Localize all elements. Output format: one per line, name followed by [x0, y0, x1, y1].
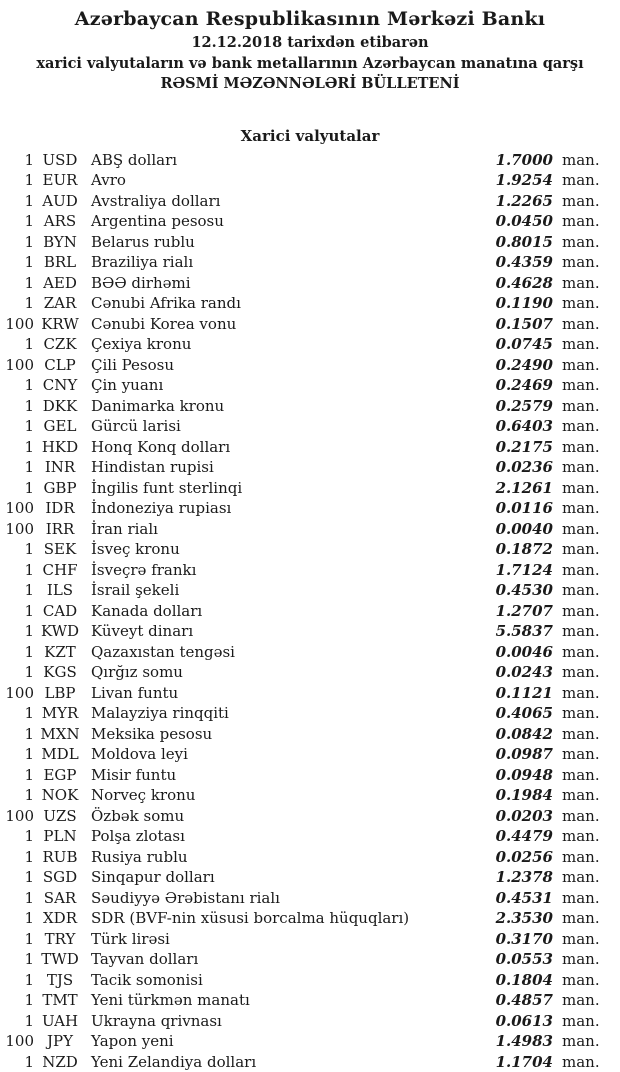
currency-name: Çexiya kronu	[91, 335, 192, 353]
rate-quantity: 1	[24, 950, 34, 968]
rate-row	[0, 990, 620, 1011]
rate-unit-label: man.	[562, 171, 600, 189]
currency-name: Özbək somu	[91, 806, 185, 825]
currency-code: ARS	[43, 212, 77, 230]
rate-quantity: 1	[24, 888, 34, 907]
rate-unit-label: man.	[562, 294, 600, 312]
rate-quantity: 1	[24, 232, 34, 251]
currency-code: SEK	[43, 540, 77, 558]
currency-code: TJS	[46, 970, 74, 989]
rate-unit-label: man.	[562, 376, 600, 394]
currency-code: CZK	[43, 335, 77, 353]
currency-name: Cənubi Afrika randı	[91, 294, 241, 312]
currency-name: İsrail şekeli	[91, 581, 180, 599]
rate-quantity: 1	[24, 970, 34, 989]
rate-row	[0, 191, 620, 212]
rate-quantity: 1	[24, 191, 34, 210]
rate-value: 0.1190	[495, 294, 553, 312]
rate-row	[0, 457, 620, 478]
rate-value: 0.4359	[495, 253, 553, 271]
currency-name: Türk lirəsi	[91, 929, 170, 948]
rate-quantity: 1	[24, 212, 34, 230]
rate-unit-label: man.	[562, 273, 600, 292]
currency-name: Küveyt dinarı	[91, 622, 194, 640]
rate-row	[0, 355, 620, 376]
currency-code: CNY	[42, 376, 78, 394]
currency-code: KWD	[40, 622, 80, 640]
rate-row	[0, 273, 620, 294]
currency-name: Yapon yeni	[91, 1032, 174, 1050]
rate-unit-label: man.	[562, 765, 600, 784]
rate-unit-label: man.	[562, 929, 600, 948]
rate-value: 0.4857	[495, 991, 553, 1009]
rate-quantity: 1	[24, 335, 34, 353]
currency-code: KZT	[44, 642, 76, 661]
effective-date-line: 12.12.2018 tarixdən etibarən	[191, 34, 429, 51]
currency-code: IRR	[45, 519, 75, 538]
rate-unit-label: man.	[562, 335, 600, 353]
currency-name: Misir funtu	[91, 765, 177, 784]
rate-quantity: 1	[24, 704, 34, 722]
rate-row	[0, 498, 620, 519]
rate-unit-label: man.	[562, 786, 600, 804]
rate-value: 1.7000	[495, 150, 553, 169]
currency-code: MDL	[41, 745, 79, 763]
rate-unit-label: man.	[562, 540, 600, 558]
rate-row	[0, 560, 620, 581]
rate-row	[0, 765, 620, 786]
currency-code: IDR	[45, 499, 75, 517]
currency-code: AUD	[42, 191, 78, 210]
currency-name: Kanada dolları	[91, 601, 203, 620]
rate-unit-label: man.	[562, 642, 600, 661]
rate-value: 0.2175	[495, 437, 553, 456]
rate-value: 0.6403	[495, 417, 553, 435]
currency-code: AED	[43, 273, 77, 292]
rate-unit-label: man.	[562, 560, 600, 579]
rate-value: 0.0046	[495, 642, 553, 661]
rate-unit-label: man.	[562, 622, 600, 640]
rate-value: 5.5837	[495, 622, 553, 640]
rate-row	[0, 908, 620, 929]
rate-quantity: 1	[24, 909, 34, 927]
rate-quantity: 100	[5, 314, 34, 333]
currency-code: JPY	[46, 1032, 73, 1050]
currency-code: CAD	[42, 601, 78, 620]
currency-name: İndoneziya rupiası	[91, 499, 232, 517]
rate-value: 0.4065	[495, 704, 553, 722]
rate-unit-label: man.	[562, 868, 600, 886]
rate-quantity: 1	[24, 929, 34, 948]
rate-value: 0.0040	[495, 519, 553, 538]
bank-name-title: Azərbaycan Respublikasının Mərkəzi Bankı	[74, 8, 546, 30]
rate-row	[0, 539, 620, 560]
currency-name: Hindistan rupisi	[91, 458, 214, 476]
rate-value: 0.0236	[495, 458, 553, 476]
rate-quantity: 1	[24, 253, 34, 271]
rate-row	[0, 211, 620, 232]
currency-code: TMT	[42, 991, 78, 1009]
currency-code: KRW	[41, 314, 79, 333]
rate-quantity: 1	[24, 417, 34, 435]
rate-row	[0, 519, 620, 540]
rate-quantity: 1	[24, 458, 34, 476]
currency-code: NOK	[41, 786, 79, 804]
rate-quantity: 1	[24, 150, 34, 169]
currency-name: Cənubi Korea vonu	[91, 314, 237, 333]
rate-quantity: 100	[5, 519, 34, 538]
rate-value: 0.1984	[495, 786, 553, 804]
rate-row	[0, 1031, 620, 1052]
currency-code: EGP	[43, 765, 77, 784]
rate-quantity: 1	[24, 171, 34, 189]
rate-row	[0, 949, 620, 970]
currency-name: Rusiya rublu	[91, 847, 188, 866]
rate-row	[0, 334, 620, 355]
currency-code: RUB	[42, 847, 78, 866]
currency-name: Braziliya rialı	[91, 253, 194, 271]
currency-name: Yeni türkmən manatı	[91, 991, 250, 1009]
rate-unit-label: man.	[562, 253, 600, 271]
rate-value: 0.1872	[495, 540, 553, 558]
rate-row	[0, 867, 620, 888]
rate-value: 0.1804	[495, 970, 553, 989]
rate-unit-label: man.	[562, 745, 600, 763]
rate-unit-label: man.	[562, 478, 600, 497]
currency-code: CLP	[44, 355, 76, 374]
currency-code: GEL	[43, 417, 77, 435]
rate-value: 1.2378	[495, 868, 553, 886]
rate-value: 0.0553	[495, 950, 553, 968]
rate-value: 1.1704	[495, 1052, 553, 1071]
rate-row	[0, 293, 620, 314]
rate-quantity: 1	[24, 376, 34, 394]
rate-unit-label: man.	[562, 396, 600, 415]
rate-row	[0, 703, 620, 724]
rate-row	[0, 580, 620, 601]
currency-code: MYR	[41, 704, 79, 722]
currency-name: Ukrayna qrivnası	[91, 1011, 222, 1030]
rate-unit-label: man.	[562, 458, 600, 476]
rate-row	[0, 888, 620, 909]
currency-name: Yeni Zelandiya dolları	[91, 1052, 257, 1071]
rate-unit-label: man.	[562, 970, 600, 989]
currency-code: LBP	[44, 683, 76, 702]
rate-unit-label: man.	[562, 991, 600, 1009]
rate-quantity: 100	[5, 499, 34, 517]
rate-quantity: 1	[24, 1011, 34, 1030]
currency-name: Danimarka kronu	[91, 396, 225, 415]
bulletin-title: RƏSMİ MƏZƏNNƏLƏRİ BÜLLETENİ	[160, 75, 460, 92]
currency-code: UZS	[43, 806, 77, 825]
currency-name: Livan funtu	[91, 683, 179, 702]
currency-name: Argentina pesosu	[91, 212, 224, 230]
rate-unit-label: man.	[562, 827, 600, 845]
rate-unit-label: man.	[562, 519, 600, 538]
currency-name: Qazaxıstan tengəsi	[91, 642, 235, 661]
rate-row	[0, 416, 620, 437]
rate-row	[0, 683, 620, 704]
rate-quantity: 1	[24, 560, 34, 579]
currency-name: ABŞ dolları	[91, 150, 178, 169]
rate-value: 0.2579	[495, 396, 553, 415]
rate-quantity: 100	[5, 1032, 34, 1050]
rate-value: 1.9254	[495, 171, 553, 189]
rate-row	[0, 252, 620, 273]
rate-unit-label: man.	[562, 499, 600, 517]
rate-value: 0.1121	[495, 683, 553, 702]
currency-code: INR	[44, 458, 76, 476]
rate-value: 0.4530	[495, 581, 553, 599]
rate-quantity: 1	[24, 437, 34, 456]
rate-unit-label: man.	[562, 581, 600, 599]
rate-value: 2.3530	[495, 909, 553, 927]
rate-row	[0, 314, 620, 335]
rate-value: 0.0948	[495, 765, 553, 784]
rate-quantity: 1	[24, 396, 34, 415]
rate-value: 0.0613	[495, 1011, 553, 1030]
currency-name: Tayvan dolları	[91, 950, 199, 968]
rate-value: 0.0842	[495, 724, 553, 743]
rate-row	[0, 478, 620, 499]
currency-code: SGD	[42, 868, 78, 886]
currency-code: EUR	[42, 171, 78, 189]
rate-row	[0, 724, 620, 745]
rate-row	[0, 1052, 620, 1072]
rate-quantity: 1	[24, 478, 34, 497]
rate-unit-label: man.	[562, 191, 600, 210]
rate-row	[0, 601, 620, 622]
rate-unit-label: man.	[562, 704, 600, 722]
currency-code: ILS	[46, 581, 74, 599]
rate-value: 0.0450	[495, 212, 553, 230]
rate-unit-label: man.	[562, 232, 600, 251]
rate-row	[0, 1011, 620, 1032]
currency-code: DKK	[42, 396, 78, 415]
currency-name: BƏƏ dirhəmi	[91, 273, 191, 292]
currency-name: Avro	[91, 171, 126, 189]
rate-row	[0, 785, 620, 806]
currency-code: GBP	[43, 478, 77, 497]
rate-row	[0, 396, 620, 417]
rate-unit-label: man.	[562, 683, 600, 702]
rate-unit-label: man.	[562, 847, 600, 866]
currency-code: USD	[42, 150, 78, 169]
rate-unit-label: man.	[562, 663, 600, 681]
rate-value: 1.2707	[495, 601, 553, 620]
rate-quantity: 100	[5, 683, 34, 702]
rate-quantity: 1	[24, 745, 34, 763]
rate-quantity: 1	[24, 581, 34, 599]
currency-name: Səudiyyə Ərəbistanı rialı	[91, 888, 280, 907]
currency-name: SDR (BVF-nin xüsusi borcalma hüquqları)	[91, 909, 410, 927]
currency-code: UAH	[41, 1011, 79, 1030]
rate-unit-label: man.	[562, 417, 600, 435]
rate-unit-label: man.	[562, 950, 600, 968]
rate-row	[0, 150, 620, 171]
rate-value: 0.2490	[495, 355, 553, 374]
rate-value: 2.1261	[495, 478, 553, 497]
rate-quantity: 100	[5, 355, 34, 374]
rate-unit-label: man.	[562, 150, 600, 169]
rate-value: 0.0243	[495, 663, 553, 681]
rate-row	[0, 170, 620, 191]
rate-quantity: 1	[24, 724, 34, 743]
rate-unit-label: man.	[562, 1011, 600, 1030]
rate-quantity: 1	[24, 642, 34, 661]
rate-value: 0.1507	[495, 314, 553, 333]
rate-row	[0, 621, 620, 642]
rate-value: 0.0116	[495, 499, 553, 517]
rate-unit-label: man.	[562, 437, 600, 456]
rate-value: 0.0987	[495, 745, 553, 763]
rate-value: 0.3170	[495, 929, 553, 948]
rate-value: 1.7124	[495, 560, 553, 579]
rate-unit-label: man.	[562, 355, 600, 374]
currency-name: İran rialı	[91, 519, 158, 538]
rate-row	[0, 929, 620, 950]
rate-quantity: 100	[5, 806, 34, 825]
currency-name: Çin yuanı	[91, 376, 164, 394]
rate-row	[0, 375, 620, 396]
rate-row	[0, 642, 620, 663]
rate-unit-label: man.	[562, 909, 600, 927]
rate-quantity: 1	[24, 827, 34, 845]
currency-name: Polşa zlotası	[91, 827, 185, 845]
rate-quantity: 1	[24, 847, 34, 866]
currency-code: HKD	[41, 437, 79, 456]
currency-name: Moldova leyi	[91, 745, 188, 763]
currency-name: Çili Pesosu	[91, 355, 175, 374]
currency-name: Tacik somonisi	[91, 970, 203, 989]
rate-quantity: 1	[24, 540, 34, 558]
document-header	[0, 0, 620, 95]
rate-quantity: 1	[24, 294, 34, 312]
currency-code: CHF	[42, 560, 78, 579]
rate-value: 0.8015	[495, 232, 553, 251]
currency-name: Avstraliya dolları	[91, 191, 221, 210]
rate-quantity: 1	[24, 663, 34, 681]
rate-unit-label: man.	[562, 314, 600, 333]
currency-code: ZAR	[43, 294, 77, 312]
rate-unit-label: man.	[562, 1032, 600, 1050]
rate-row	[0, 232, 620, 253]
currency-code: XDR	[43, 909, 77, 927]
rate-unit-label: man.	[562, 1052, 600, 1071]
rate-row	[0, 806, 620, 827]
rate-quantity: 1	[24, 786, 34, 804]
currency-code: SAR	[43, 888, 77, 907]
currency-name: Sinqapur dolları	[91, 868, 215, 886]
rate-unit-label: man.	[562, 601, 600, 620]
rate-value: 0.0256	[495, 847, 553, 866]
rate-quantity: 1	[24, 868, 34, 886]
currency-code: NZD	[42, 1052, 78, 1071]
currency-name: Qırğız somu	[91, 663, 183, 681]
rate-quantity: 1	[24, 273, 34, 292]
rate-row	[0, 437, 620, 458]
rate-value: 1.2265	[495, 191, 553, 210]
currency-name: Belarus rublu	[91, 232, 195, 251]
currency-name: İngilis funt sterlinqi	[91, 478, 243, 497]
rate-row	[0, 744, 620, 765]
currency-code: MXN	[40, 724, 80, 743]
rate-value: 0.2469	[495, 376, 553, 394]
currency-name: İsveçrə frankı	[91, 560, 197, 579]
rate-quantity: 1	[24, 1052, 34, 1071]
currency-name: Norveç kronu	[91, 786, 196, 804]
rate-quantity: 1	[24, 765, 34, 784]
rate-value: 0.4479	[495, 827, 553, 845]
rate-unit-label: man.	[562, 724, 600, 743]
rate-value: 0.0745	[495, 335, 553, 353]
rate-quantity: 1	[24, 991, 34, 1009]
rate-quantity: 1	[24, 622, 34, 640]
currency-name: Gürcü larisi	[91, 417, 181, 435]
rate-row	[0, 847, 620, 868]
currency-code: BYN	[43, 232, 77, 251]
rate-unit-label: man.	[562, 888, 600, 907]
currency-code: TWD	[41, 950, 79, 968]
currency-code: KGS	[43, 663, 77, 681]
rate-row	[0, 826, 620, 847]
scope-line: xarici valyutaların və bank metallarının Azərbaycan manatına qarşı	[36, 54, 584, 72]
rate-value: 0.4531	[495, 888, 553, 907]
rate-quantity: 1	[24, 601, 34, 620]
rate-value: 0.0203	[495, 806, 553, 825]
rate-unit-label: man.	[562, 806, 600, 825]
currency-name: Meksika pesosu	[91, 724, 213, 743]
currency-name: Malayziya rinqqiti	[91, 704, 229, 722]
currency-name: Honq Konq dolları	[91, 437, 231, 456]
currency-code: PLN	[43, 827, 77, 845]
currency-code: BRL	[43, 253, 77, 271]
rate-value: 0.4628	[495, 273, 553, 292]
rates-table	[0, 150, 620, 1072]
rate-row	[0, 662, 620, 683]
rate-value: 1.4983	[495, 1032, 553, 1050]
currency-code: TRY	[44, 929, 76, 948]
rate-unit-label: man.	[562, 212, 600, 230]
section-title-foreign-currencies: Xarici valyutalar	[240, 126, 380, 145]
currency-name: İsveç kronu	[91, 540, 180, 558]
rate-row	[0, 970, 620, 991]
